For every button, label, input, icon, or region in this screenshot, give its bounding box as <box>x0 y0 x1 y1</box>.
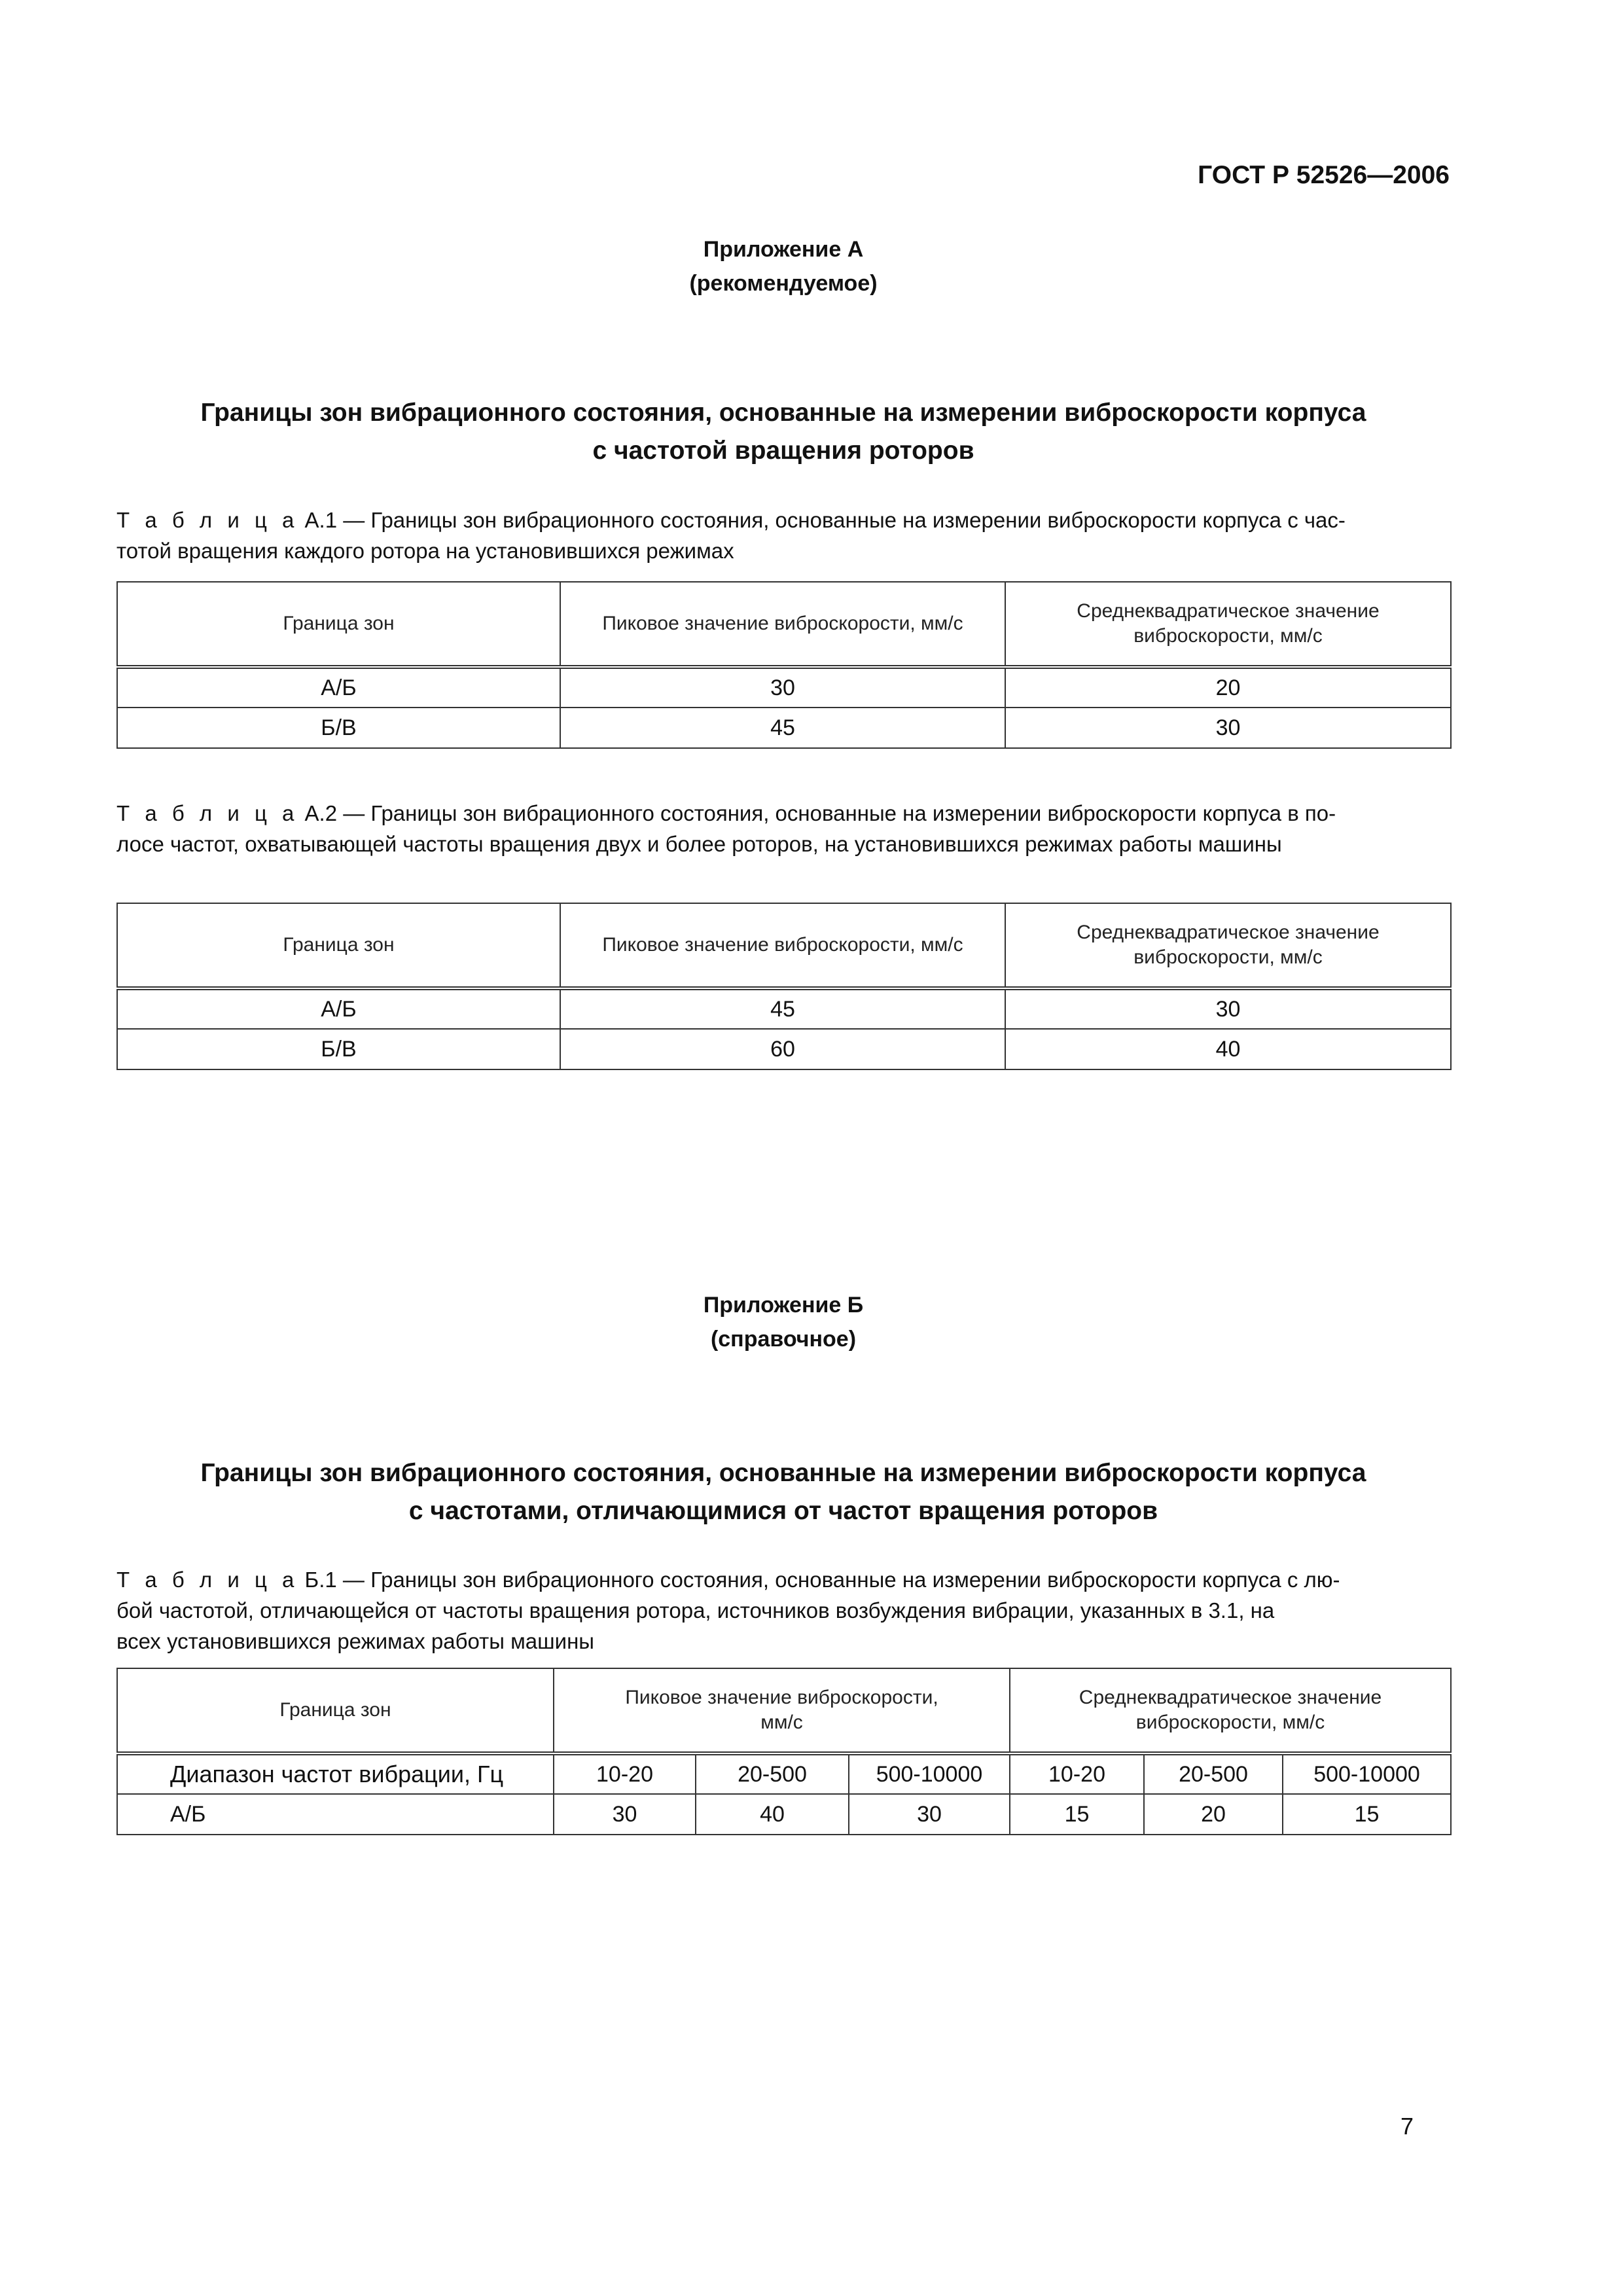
table-a2-caption-num: А.2 <box>304 801 338 825</box>
table-a2-col-header: Среднеквадратическое значение виброскорости, мм/с <box>1005 903 1451 988</box>
table-cell: 20 <box>1144 1794 1283 1835</box>
freq-range-cell: 500-10000 <box>849 1753 1010 1794</box>
table-row <box>117 667 1451 708</box>
table-b1-caption-line2: бой частотой, отличающейся от частоты вращения ротора, источников возбуждения вибрации, указанных в 3.1, на <box>116 1598 1275 1623</box>
table-a1-caption <box>116 505 1450 566</box>
table-b1-caption-line1 <box>116 1564 1450 1595</box>
table-b1-caption-line3: всех установившихся режимах работы машины <box>116 1629 595 1653</box>
table-cell: 60 <box>560 1029 1005 1069</box>
table-a1-col-header: Пиковое значение виброскорости, мм/с <box>560 582 1005 667</box>
table-a1-caption-line1 <box>116 505 1450 535</box>
table-b1-caption-label: Т а б л и ц а <box>116 1568 299 1592</box>
table-cell: 40 <box>1005 1029 1451 1069</box>
table-cell: 30 <box>1005 708 1451 748</box>
document-code: ГОСТ Р 52526—2006 <box>1198 161 1450 189</box>
table-cell: Б/В <box>117 1029 560 1069</box>
table-a2-caption-line2: лосе частот, охватывающей частоты вращения двух и более роторов, на установившихся режимах работы машины <box>116 832 1282 856</box>
table-cell: 30 <box>560 667 1005 708</box>
table-b1-caption <box>116 1564 1450 1657</box>
table-a2-caption-text1: — Границы зон вибрационного состояния, основанные на измерении виброскорости корпуса в по- <box>337 801 1336 825</box>
table-b1-col-header: Среднеквадратическое значение виброскорости, мм/с <box>1010 1668 1451 1753</box>
table-a1-col-header: Граница зон <box>117 582 560 667</box>
appendix-b-heading-line1: Границы зон вибрационного состояния, основанные на измерении виброскорости корпуса <box>200 1459 1366 1487</box>
table-cell: 30 <box>849 1794 1010 1835</box>
table-cell: А/Б <box>117 988 560 1029</box>
table-a2-header-row <box>117 903 1451 988</box>
table-b1-caption-num: Б.1 <box>304 1568 337 1592</box>
table-b1-caption-text1: — Границы зон вибрационного состояния, основанные на измерении виброскорости корпуса с лю- <box>336 1568 1340 1592</box>
appendix-a-heading-line1: Границы зон вибрационного состояния, основанные на измерении виброскорости корпуса <box>200 399 1366 427</box>
table-a2-caption-line1 <box>116 798 1450 829</box>
table-a1-caption-text1: — Границы зон вибрационного состояния, основанные на измерении виброскорости корпуса с час- <box>337 508 1346 532</box>
table-a1-col-header: Среднеквадратическое значение виброскорости, мм/с <box>1005 582 1451 667</box>
appendix-b-status: (справочное) <box>710 1327 857 1352</box>
appendix-a-heading-line2: с частотой вращения роторов <box>592 437 974 465</box>
table-row <box>117 708 1451 748</box>
table-cell: 45 <box>560 708 1005 748</box>
table-a2-col-header: Пиковое значение виброскорости, мм/с <box>560 903 1005 988</box>
freq-range-cell: 500-10000 <box>1283 1753 1451 1794</box>
table-a1-header-row <box>117 582 1451 667</box>
appendix-a-title: Приложение А <box>703 237 864 262</box>
table-row <box>117 1794 1451 1835</box>
freq-range-cell: 10-20 <box>554 1753 696 1794</box>
table-a2-caption-label: Т а б л и ц а <box>116 801 299 825</box>
table-cell: 15 <box>1010 1794 1144 1835</box>
table-cell: Б/В <box>117 708 560 748</box>
table-cell: 45 <box>560 988 1005 1029</box>
table-a2-col-header: Граница зон <box>117 903 560 988</box>
table-row <box>117 988 1451 1029</box>
freq-range-cell: 20-500 <box>696 1753 849 1794</box>
appendix-b-title: Приложение Б <box>703 1293 864 1318</box>
table-cell: 15 <box>1283 1794 1451 1835</box>
freq-range-cell: 10-20 <box>1010 1753 1144 1794</box>
table-cell: 30 <box>554 1794 696 1835</box>
table-cell: 30 <box>1005 988 1451 1029</box>
table-b1-col-header: Граница зон <box>117 1668 554 1753</box>
table-row <box>117 1029 1451 1069</box>
table-cell: 40 <box>696 1794 849 1835</box>
table-b1-col-header: Пиковое значение виброскорости, мм/с <box>554 1668 1010 1753</box>
table-a1-caption-line2: тотой вращения каждого ротора на установившихся режимах <box>116 539 734 563</box>
table-a2 <box>116 903 1452 1070</box>
table-b1-header-row <box>117 1668 1451 1753</box>
freq-range-label: Диапазон частот вибрации, Гц <box>117 1753 554 1794</box>
table-cell: А/Б <box>117 667 560 708</box>
table-cell: 20 <box>1005 667 1451 708</box>
appendix-b-heading-line2: с частотами, отличающимися от частот вращения роторов <box>408 1497 1158 1525</box>
table-a1-caption-label: Т а б л и ц а <box>116 508 299 532</box>
page-number: 7 <box>1400 2113 1414 2140</box>
table-a1-caption-num: А.1 <box>304 508 338 532</box>
freq-range-cell: 20-500 <box>1144 1753 1283 1794</box>
table-cell: А/Б <box>117 1794 554 1835</box>
table-b1 <box>116 1668 1452 1835</box>
table-b1-freq-row <box>117 1753 1451 1794</box>
table-a2-caption <box>116 798 1450 859</box>
table-a1 <box>116 581 1452 749</box>
appendix-a-status: (рекомендуемое) <box>689 271 878 296</box>
